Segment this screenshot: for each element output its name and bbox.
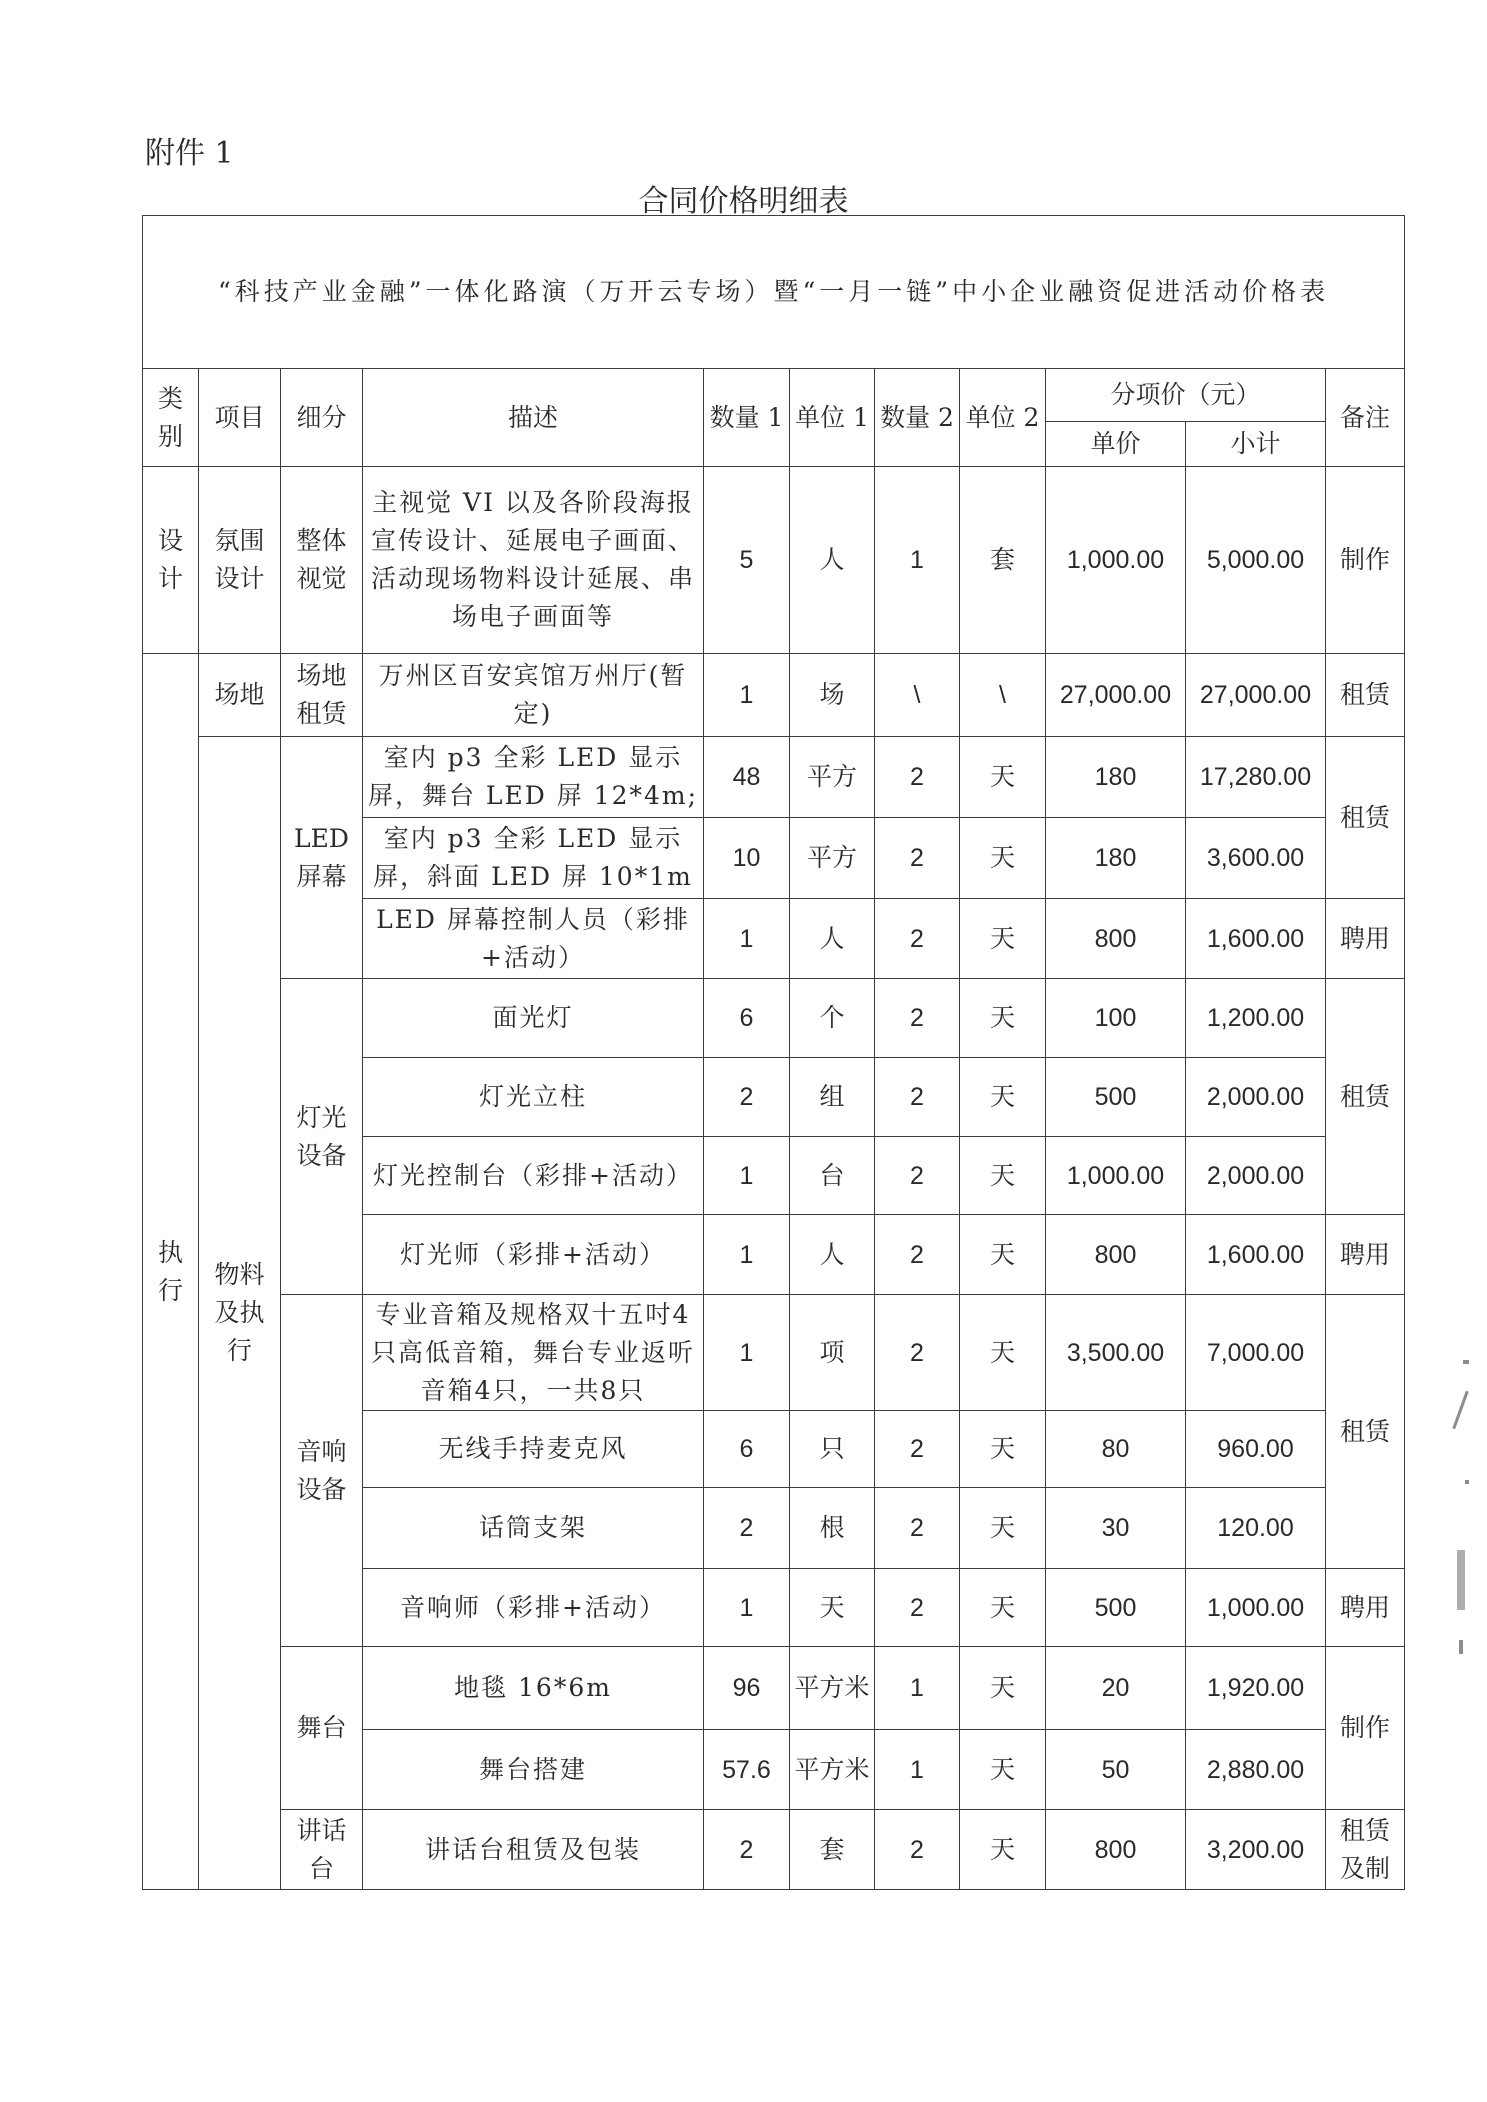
qty1-cell: 6	[704, 1411, 790, 1488]
qty2-cell: 2	[875, 1058, 960, 1137]
header-project: 项目	[199, 369, 281, 467]
qty1-cell: 1	[704, 1215, 790, 1295]
header-qty1: 数量 1	[704, 369, 790, 467]
unit-price-cell: 1,000.00	[1046, 467, 1186, 654]
remark-cell: 租赁	[1326, 979, 1405, 1215]
subtotal-cell: 960.00	[1186, 1411, 1326, 1488]
qty1-cell: 2	[704, 1810, 790, 1890]
unit1-cell: 场	[790, 654, 875, 737]
document-title: 合同价格明细表	[638, 184, 849, 219]
remark-cell: 租赁	[1326, 654, 1405, 737]
qty2-cell: 2	[875, 1569, 960, 1647]
subtotal-cell: 1,200.00	[1186, 979, 1326, 1058]
unit2-cell: 天	[960, 1569, 1046, 1647]
subtotal-cell: 1,000.00	[1186, 1569, 1326, 1647]
unit1-cell: 台	[790, 1137, 875, 1215]
description-cell: 无线手持麦克风	[363, 1411, 704, 1488]
project-cell: 氛围设计	[199, 467, 281, 654]
subtotal-cell: 3,600.00	[1186, 818, 1326, 899]
qty1-cell: 2	[704, 1488, 790, 1569]
qty1-cell: 6	[704, 979, 790, 1058]
subdivision-cell: 音响设备	[281, 1295, 363, 1647]
remark-cell: 聘用	[1326, 1569, 1405, 1647]
description-cell: 话筒支架	[363, 1488, 704, 1569]
table-row	[143, 737, 1405, 818]
project-cell: 场地	[199, 654, 281, 737]
description-cell: 主视觉 VI 以及各阶段海报宣传设计、延展电子画面、活动现场物料设计延展、串场电子画面等	[363, 467, 704, 654]
unit2-cell: 天	[960, 1215, 1046, 1295]
unit2-cell: 套	[960, 467, 1046, 654]
unit-price-cell: 27,000.00	[1046, 654, 1186, 737]
header-unit2: 单位 2	[960, 369, 1046, 467]
description-cell: 灯光立柱	[363, 1058, 704, 1137]
qty1-cell: 10	[704, 818, 790, 899]
description-cell: 万州区百安宾馆万州厅(暂定)	[363, 654, 704, 737]
remark-cell: 租赁及制	[1326, 1810, 1405, 1890]
subtotal-cell: 27,000.00	[1186, 654, 1326, 737]
subtotal-cell: 2,000.00	[1186, 1058, 1326, 1137]
description-cell: 面光灯	[363, 979, 704, 1058]
unit2-cell: 天	[960, 1411, 1046, 1488]
qty1-cell: 1	[704, 1295, 790, 1411]
qty1-cell: 96	[704, 1647, 790, 1730]
description-cell: 舞台搭建	[363, 1730, 704, 1810]
header-subtotal: 小计	[1186, 422, 1326, 467]
unit1-cell: 项	[790, 1295, 875, 1411]
remark-cell: 制作	[1326, 1647, 1405, 1810]
qty1-cell: 57.6	[704, 1730, 790, 1810]
qty2-cell: 1	[875, 467, 960, 654]
unit1-cell: 平方米	[790, 1730, 875, 1810]
unit1-cell: 人	[790, 1215, 875, 1295]
subtotal-cell: 1,600.00	[1186, 899, 1326, 979]
unit1-cell: 个	[790, 979, 875, 1058]
category-cell: 设计	[143, 467, 199, 654]
remark-cell: 租赁	[1326, 1295, 1405, 1569]
unit1-cell: 平方	[790, 818, 875, 899]
unit-price-cell: 800	[1046, 1810, 1186, 1890]
header-qty2: 数量 2	[875, 369, 960, 467]
unit-price-cell: 1,000.00	[1046, 1137, 1186, 1215]
unit-price-cell: 500	[1046, 1569, 1186, 1647]
seal-fragment-icon	[1455, 1350, 1475, 1650]
qty2-cell: \	[875, 654, 960, 737]
unit1-cell: 套	[790, 1810, 875, 1890]
qty1-cell: 2	[704, 1058, 790, 1137]
description-cell: 地毯 16*6m	[363, 1647, 704, 1730]
subtotal-cell: 7,000.00	[1186, 1295, 1326, 1411]
unit-price-cell: 800	[1046, 899, 1186, 979]
unit2-cell: 天	[960, 1137, 1046, 1215]
description-cell: 室内 p3 全彩 LED 显示屏，舞台 LED 屏 12*4m;	[363, 737, 704, 818]
qty2-cell: 2	[875, 1488, 960, 1569]
unit1-cell: 人	[790, 467, 875, 654]
header-unit1: 单位 1	[790, 369, 875, 467]
description-cell: 音响师（彩排+活动）	[363, 1569, 704, 1647]
unit-price-cell: 3,500.00	[1046, 1295, 1186, 1411]
qty2-cell: 2	[875, 1295, 960, 1411]
unit-price-cell: 30	[1046, 1488, 1186, 1569]
table-row	[143, 467, 1405, 654]
unit1-cell: 平方	[790, 737, 875, 818]
unit2-cell: 天	[960, 1058, 1046, 1137]
unit2-cell: 天	[960, 1647, 1046, 1730]
description-cell: 灯光师（彩排+活动）	[363, 1215, 704, 1295]
qty1-cell: 5	[704, 467, 790, 654]
attachment-label: 附件 1	[145, 136, 234, 171]
table-row	[143, 654, 1405, 737]
qty2-cell: 2	[875, 1137, 960, 1215]
unit2-cell: 天	[960, 979, 1046, 1058]
subdivision-cell: LED屏幕	[281, 737, 363, 979]
project-cell: 物料及执行	[199, 737, 281, 1890]
unit1-cell: 人	[790, 899, 875, 979]
header-category: 类别	[143, 369, 199, 467]
description-cell: 专业音箱及规格双十五吋4只高低音箱，舞台专业返听音箱4只，一共8只	[363, 1295, 704, 1411]
unit-price-cell: 500	[1046, 1058, 1186, 1137]
price-table	[142, 215, 1405, 1890]
qty1-cell: 1	[704, 654, 790, 737]
qty2-cell: 1	[875, 1730, 960, 1810]
qty2-cell: 2	[875, 979, 960, 1058]
header-price-group: 分项价（元）	[1046, 369, 1326, 422]
qty1-cell: 48	[704, 737, 790, 818]
unit2-cell: 天	[960, 899, 1046, 979]
subtotal-cell: 3,200.00	[1186, 1810, 1326, 1890]
subtotal-cell: 17,280.00	[1186, 737, 1326, 818]
subtotal-cell: 5,000.00	[1186, 467, 1326, 654]
unit-price-cell: 80	[1046, 1411, 1186, 1488]
remark-cell: 租赁	[1326, 737, 1405, 899]
subdivision-cell: 灯光设备	[281, 979, 363, 1295]
subdivision-cell: 舞台	[281, 1647, 363, 1810]
remark-cell: 聘用	[1326, 1215, 1405, 1295]
remark-cell: 聘用	[1326, 899, 1405, 979]
subtotal-cell: 1,920.00	[1186, 1647, 1326, 1730]
header-remark: 备注	[1326, 369, 1405, 467]
unit2-cell: 天	[960, 737, 1046, 818]
table-row	[143, 979, 1405, 1058]
description-cell: 讲话台租赁及包装	[363, 1810, 704, 1890]
qty2-cell: 2	[875, 1411, 960, 1488]
subdivision-cell: 场地租赁	[281, 654, 363, 737]
unit1-cell: 天	[790, 1569, 875, 1647]
qty2-cell: 1	[875, 1647, 960, 1730]
unit-price-cell: 800	[1046, 1215, 1186, 1295]
unit-price-cell: 180	[1046, 737, 1186, 818]
qty1-cell: 1	[704, 1137, 790, 1215]
qty2-cell: 2	[875, 737, 960, 818]
subdivision-cell: 讲话台	[281, 1810, 363, 1890]
unit-price-cell: 100	[1046, 979, 1186, 1058]
unit-price-cell: 20	[1046, 1647, 1186, 1730]
subtotal-cell: 1,600.00	[1186, 1215, 1326, 1295]
unit2-cell: 天	[960, 1488, 1046, 1569]
qty2-cell: 2	[875, 818, 960, 899]
unit1-cell: 根	[790, 1488, 875, 1569]
qty1-cell: 1	[704, 1569, 790, 1647]
table-banner-title: “科技产业金融”一体化路演（万开云专场）暨“一月一链”中小企业融资促进活动价格表	[143, 216, 1405, 369]
unit1-cell: 组	[790, 1058, 875, 1137]
description-cell: 灯光控制台（彩排+活动）	[363, 1137, 704, 1215]
header-unit-price: 单价	[1046, 422, 1186, 467]
qty1-cell: 1	[704, 899, 790, 979]
unit2-cell: 天	[960, 1810, 1046, 1890]
unit2-cell: \	[960, 654, 1046, 737]
unit2-cell: 天	[960, 1730, 1046, 1810]
header-description: 描述	[363, 369, 704, 467]
subtotal-cell: 120.00	[1186, 1488, 1326, 1569]
description-cell: 室内 p3 全彩 LED 显示屏，斜面 LED 屏 10*1m	[363, 818, 704, 899]
qty2-cell: 2	[875, 1215, 960, 1295]
subdivision-cell: 整体视觉	[281, 467, 363, 654]
unit-price-cell: 180	[1046, 818, 1186, 899]
qty2-cell: 2	[875, 899, 960, 979]
qty2-cell: 2	[875, 1810, 960, 1890]
unit-price-cell: 50	[1046, 1730, 1186, 1810]
remark-cell: 制作	[1326, 467, 1405, 654]
description-cell: LED 屏幕控制人员（彩排+活动）	[363, 899, 704, 979]
header-subdivision: 细分	[281, 369, 363, 467]
unit2-cell: 天	[960, 1295, 1046, 1411]
unit2-cell: 天	[960, 818, 1046, 899]
category-cell: 执行	[143, 654, 199, 1890]
subtotal-cell: 2,880.00	[1186, 1730, 1326, 1810]
subtotal-cell: 2,000.00	[1186, 1137, 1326, 1215]
table-row	[143, 1647, 1405, 1730]
table-row	[143, 1810, 1405, 1890]
unit1-cell: 只	[790, 1411, 875, 1488]
unit1-cell: 平方米	[790, 1647, 875, 1730]
table-row	[143, 1295, 1405, 1411]
